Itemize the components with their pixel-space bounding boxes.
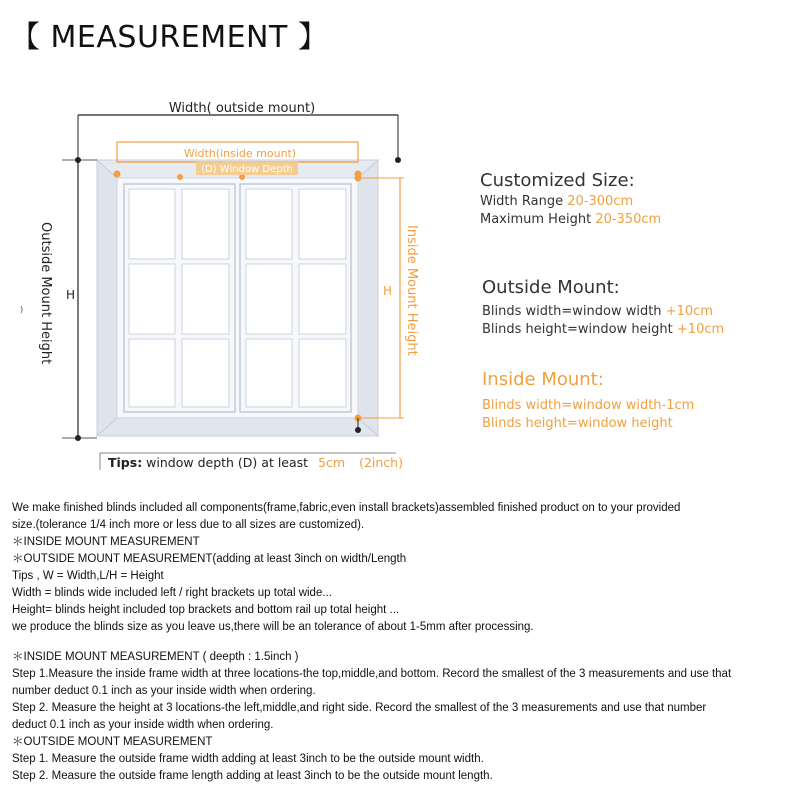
paragraph-line: Step 2. Measure the height at 3 locations-the left,middle,and right side. Record the smallest of the 3 measurements and use that number [12, 702, 707, 714]
outside-height-rule: Blinds height=window height +10cm [482, 322, 725, 337]
customized-heading: Customized Size: [480, 170, 635, 191]
inside-width-label: Width(inside mount) [183, 147, 297, 160]
h-left-label: H [66, 288, 76, 302]
paragraph-line: ＊OUTSIDE MOUNT MEASUREMENT [12, 736, 213, 748]
paragraph-line: ＊INSIDE MOUNT MEASUREMENT [12, 536, 200, 548]
small-mark: ) [20, 305, 24, 314]
paragraph-line: number deduct 0.1 inch as your inside width when ordering. [12, 685, 316, 697]
max-height-line: Maximum Height 20-350cm [480, 212, 662, 227]
paragraph-line: we produce the blinds size as you leave us,there will be an tolerance of about 1-5mm after processing. [12, 621, 534, 633]
paragraph-line: Step 1. Measure the outside frame width adding at least 3inch to be the outside mount width. [12, 753, 484, 765]
paragraph-line: ＊OUTSIDE MOUNT MEASUREMENT(adding at least 3inch on width/Length [12, 553, 407, 565]
outside-mount-heading: Outside Mount: [482, 277, 620, 298]
paragraph-line: Width = blinds wide included left / right brackets up total wide... [12, 587, 332, 599]
paragraph-line: Tips , W = Width,L/H = Height [12, 570, 164, 582]
inside-width-rule: Blinds width=window width-1cm [482, 398, 695, 413]
tips-line: Tips: window depth (D) at least 5cm (2inch) [108, 455, 403, 470]
customized-size-block [480, 170, 661, 227]
paragraph-line: size.(tolerance 1/4 inch more or less due to all sizes are customized). [12, 519, 365, 531]
inside-height-label: Inside Mount Height [404, 225, 419, 356]
inside-mount-block [482, 369, 694, 431]
outside-width-label: Width( outside mount) [168, 101, 316, 116]
description-text [12, 500, 797, 785]
outside-mount-block [482, 277, 724, 337]
paragraph-line: ＊INSIDE MOUNT MEASUREMENT ( deepth : 1.5inch ) [12, 651, 299, 663]
window-depth-label: (D) Window Depth [201, 164, 293, 175]
paragraph-line: deduct 0.1 inch as your inside width when ordering. [12, 719, 274, 731]
paragraph-line: Height= blinds height included top brackets and bottom rail up total height ... [12, 604, 400, 616]
window-diagram [0, 80, 460, 480]
paragraph-line: We make finished blinds included all components(frame,fabric,even install brackets)assembled finished product on to your provided [12, 502, 681, 514]
width-range-line: Width Range 20-300cm [480, 194, 634, 209]
outside-height-label: Outside Mount Height [38, 222, 53, 365]
paragraph-line: Step 2. Measure the outside frame length adding at least 3inch to be the outside mount length. [12, 770, 493, 782]
inside-height-rule: Blinds height=window height [482, 416, 673, 431]
paragraph-line: Step 1.Measure the inside frame width at three locations-the top,middle,and bottom. Record the smallest of the 3 measurements and use that [12, 668, 732, 680]
outside-width-rule: Blinds width=window width +10cm [482, 304, 713, 319]
h-right-label: H [383, 284, 393, 298]
inside-mount-heading: Inside Mount: [482, 369, 604, 390]
page-title: 【 MEASUREMENT 】 [10, 20, 329, 55]
